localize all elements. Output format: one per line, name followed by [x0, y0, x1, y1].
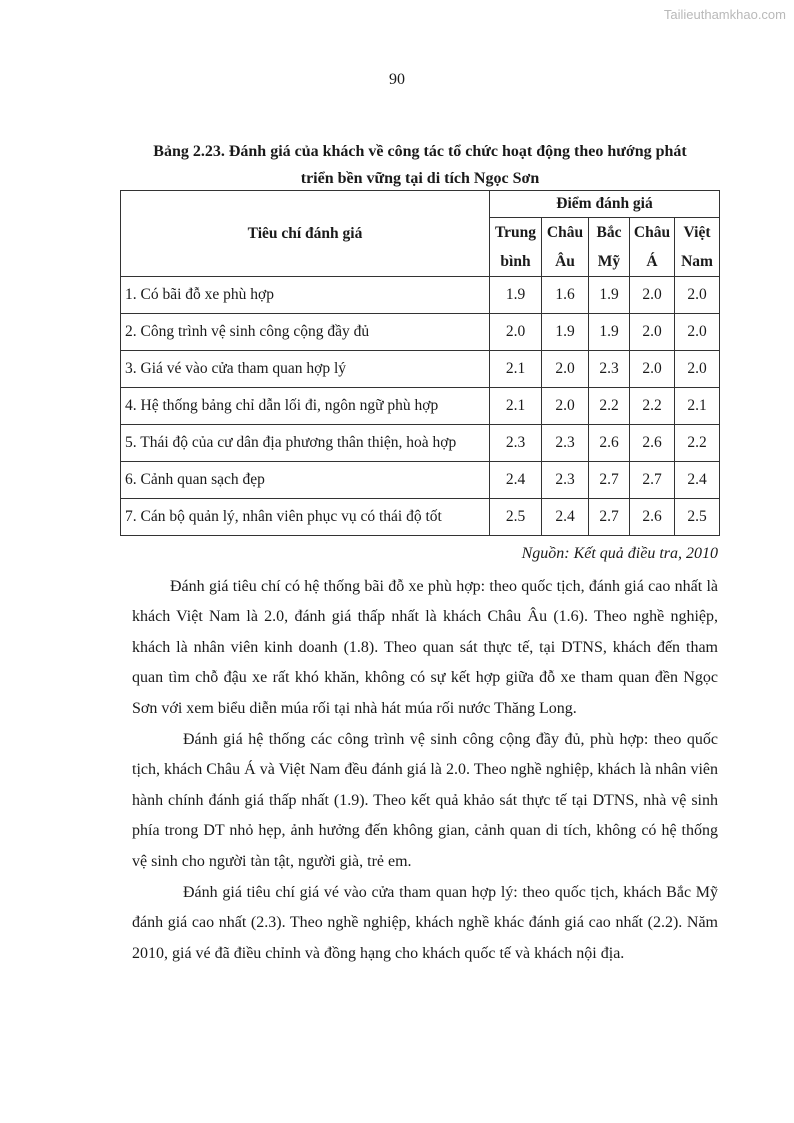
value-cell: 2.0: [675, 277, 720, 314]
value-cell: 2.5: [490, 499, 542, 536]
table-row: [121, 499, 720, 536]
paragraph: Đánh giá tiêu chí có hệ thống bãi đỗ xe phù hợp: theo quốc tịch, đánh giá cao nhất là khách Việt Nam là 2.0, đánh giá thấp nhất là khách Châu Âu (1.6). Theo nghề nghiệp, khách là nhân viên kinh doanh (1.8). Theo quan sát thực tế, tại DTNS, khách đến tham quan tìm chỗ đậu xe rất khó khăn, không có sự kết hợp giữa đỗ xe tham quan đền Ngọc Sơn với xem biểu diễn múa rối tại nhà hát múa rối nước Thăng Long.: [132, 578, 718, 717]
column-header: Bắc Mỹ: [589, 218, 630, 277]
value-cell: 2.7: [589, 499, 630, 536]
value-cell: 2.5: [675, 499, 720, 536]
criterion-cell: 1. Có bãi đỗ xe phù hợp: [121, 277, 490, 314]
watermark: Tailieuthamkhao.com: [663, 7, 786, 22]
table-caption: [120, 138, 720, 192]
value-cell: 1.6: [542, 277, 589, 314]
value-cell: 2.4: [542, 499, 589, 536]
value-cell: 2.4: [490, 462, 542, 499]
value-cell: 2.0: [675, 351, 720, 388]
column-header: Trung bình: [490, 218, 542, 277]
table-row: [121, 277, 720, 314]
value-cell: 2.6: [589, 425, 630, 462]
criterion-cell: 5. Thái độ của cư dân địa phương thân thiện, hoà hợp: [121, 425, 490, 462]
evaluation-table: [120, 190, 720, 536]
value-cell: 2.0: [630, 277, 675, 314]
value-cell: 2.2: [675, 425, 720, 462]
table-row: [121, 314, 720, 351]
table-row: [121, 351, 720, 388]
value-cell: 2.3: [589, 351, 630, 388]
value-cell: 1.9: [589, 314, 630, 351]
table-row: [121, 462, 720, 499]
value-cell: 2.0: [542, 388, 589, 425]
value-cell: 2.3: [490, 425, 542, 462]
column-header: Châu Á: [630, 218, 675, 277]
criterion-cell: 4. Hệ thống bảng chỉ dẫn lối đi, ngôn ngữ phù hợp: [121, 388, 490, 425]
value-cell: 1.9: [542, 314, 589, 351]
criterion-cell: 3. Giá vé vào cửa tham quan hợp lý: [121, 351, 490, 388]
value-cell: 2.6: [630, 425, 675, 462]
value-cell: 1.9: [490, 277, 542, 314]
value-cell: 2.7: [589, 462, 630, 499]
value-cell: 2.3: [542, 425, 589, 462]
criterion-cell: 6. Cảnh quan sạch đẹp: [121, 462, 490, 499]
value-cell: 2.2: [630, 388, 675, 425]
table-header-row: [121, 191, 720, 218]
value-cell: 2.0: [630, 314, 675, 351]
value-cell: 2.0: [490, 314, 542, 351]
table-row: [121, 388, 720, 425]
value-cell: 2.0: [675, 314, 720, 351]
paragraph: Đánh giá tiêu chí giá vé vào cửa tham quan hợp lý: theo quốc tịch, khách Bắc Mỹ đánh giá cao nhất (2.3). Theo nghề nghiệp, khách nghề khác đánh giá cao nhất (2.2). Năm 2010, giá vé đã điều chỉnh và đồng hạng cho khách quốc tế và khách nội địa.: [132, 884, 718, 962]
value-cell: 2.3: [542, 462, 589, 499]
caption-line-2: triển bền vững tại di tích Ngọc Sơn: [300, 170, 540, 187]
score-header: Điểm đánh giá: [490, 191, 720, 218]
value-cell: 2.4: [675, 462, 720, 499]
criterion-cell: 7. Cán bộ quản lý, nhân viên phục vụ có thái độ tốt: [121, 499, 490, 536]
value-cell: 2.2: [589, 388, 630, 425]
value-cell: 2.0: [630, 351, 675, 388]
value-cell: 2.1: [675, 388, 720, 425]
value-cell: 2.1: [490, 351, 542, 388]
source-note: Nguồn: Kết quả điều tra, 2010: [521, 545, 718, 562]
column-header: Việt Nam: [675, 218, 720, 277]
table-row: [121, 425, 720, 462]
page-number: 90: [389, 71, 405, 88]
criteria-header: Tiêu chí đánh giá: [121, 191, 490, 277]
value-cell: 2.7: [630, 462, 675, 499]
column-header: Châu Âu: [542, 218, 589, 277]
value-cell: 2.6: [630, 499, 675, 536]
criterion-cell: 2. Công trình vệ sinh công cộng đầy đủ: [121, 314, 490, 351]
caption-line-1: Bảng 2.23. Đánh giá của khách về công tác tổ chức hoạt động theo hướng phát: [153, 143, 687, 160]
value-cell: 1.9: [589, 277, 630, 314]
value-cell: 2.0: [542, 351, 589, 388]
body-text: [132, 572, 718, 970]
paragraph: Đánh giá hệ thống các công trình vệ sinh công cộng đầy đủ, phù hợp: theo quốc tịch, khách Châu Á và Việt Nam đều đánh giá là 2.0. Theo nghề nghiệp, khách là nhân viên hành chính đánh giá thấp nhất (1.9). Theo kết quả khảo sát thực tế tại DTNS, nhà vệ sinh phía trong DT nhỏ hẹp, ảnh hưởng đến không gian, cảnh quan di tích, không có hệ thống vệ sinh cho người tàn tật, người già, trẻ em.: [132, 731, 718, 870]
value-cell: 2.1: [490, 388, 542, 425]
